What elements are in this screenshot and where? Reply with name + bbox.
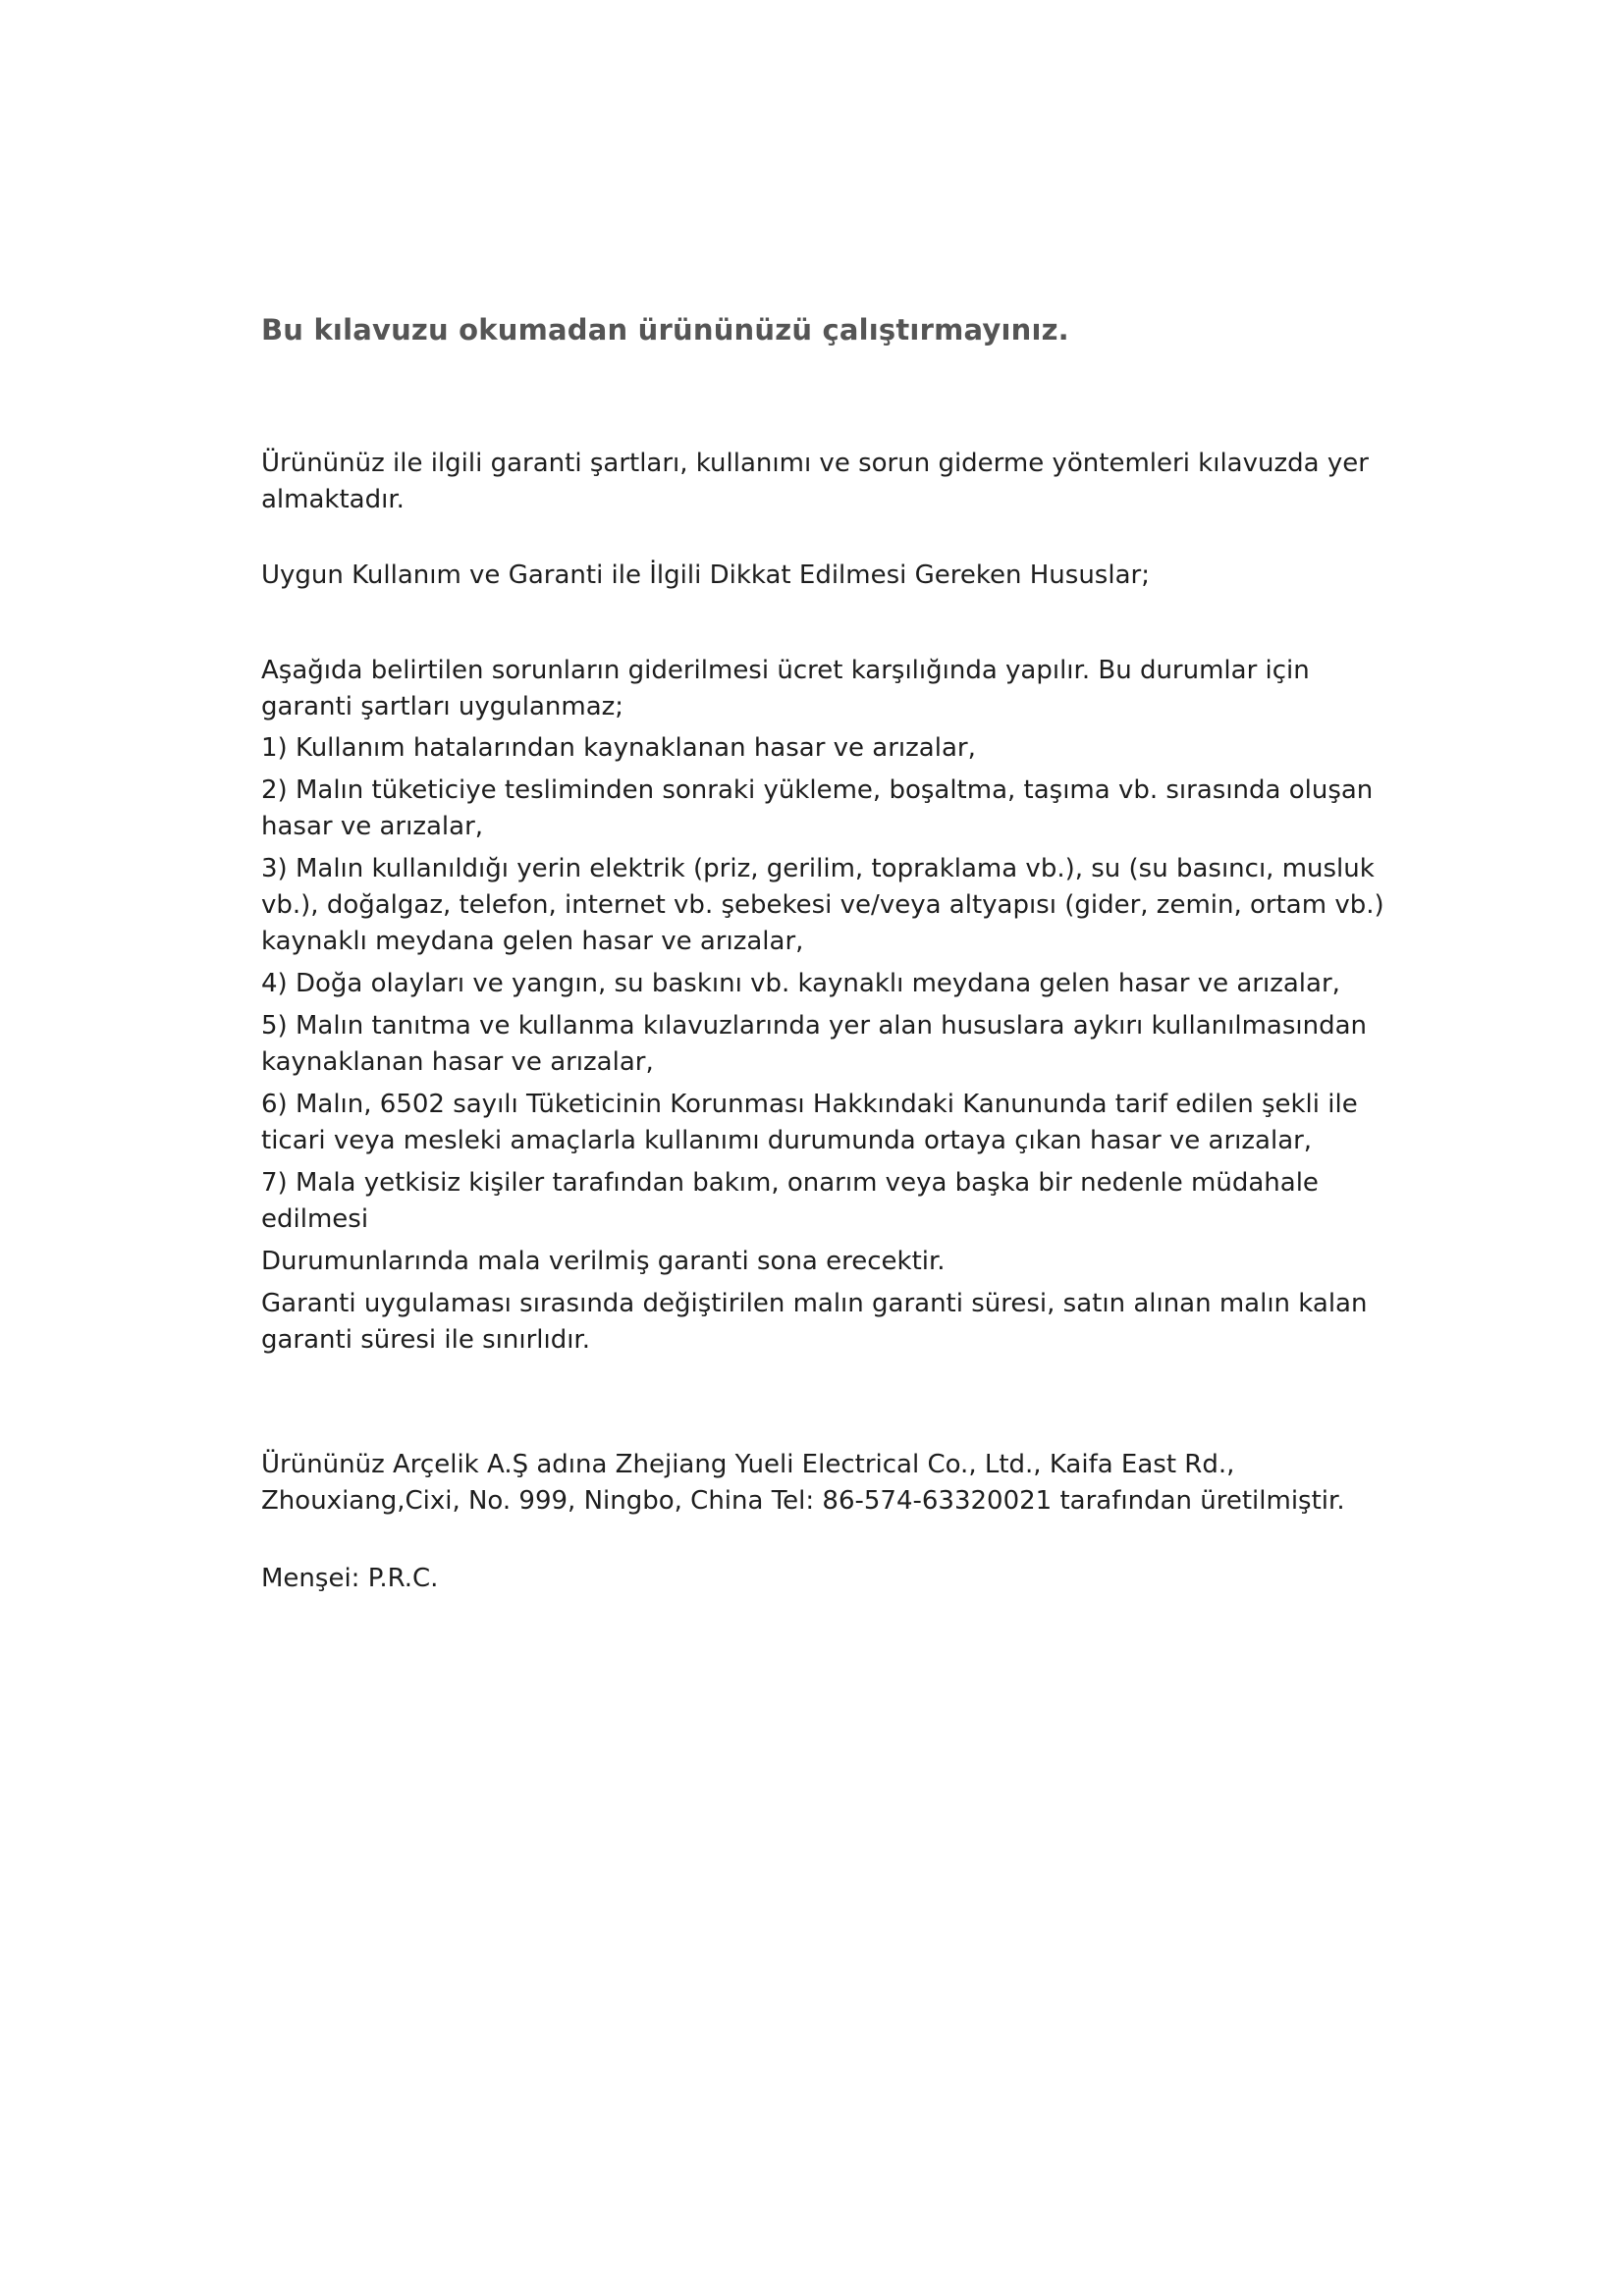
lead-paragraph: Aşağıda belirtilen sorunların giderilmesi ücret karşılığında yapılır. Bu durumlar için garanti şartları uygulanmaz; (261, 656, 1310, 721)
list-item: 3) Malın kullanıldığı yerin elektrik (priz, gerilim, topraklama vb.), su (su basıncı, musluk vb.), doğalgaz, telefon, internet vb. şebekesi ve/veya altyapısı (gider, zemin, ortam vb.) kaynaklı meydana gelen hasar ve arızalar, (261, 854, 1384, 956)
page-title: Bu kılavuzu okumadan ürününüzü çalıştırmayınız. (261, 313, 1069, 347)
list-item: 7) Mala yetkisiz kişiler tarafından bakım, onarım veya başka bir nedenle müdahale edilmesi (261, 1168, 1319, 1234)
origin-label: Menşei: P.R.C. (261, 1564, 439, 1593)
document-page (261, 310, 1400, 1597)
warranty-period-note: Garanti uygulaması sırasında değiştirilen malın garanti süresi, satın alınan malın kalan garanti süresi ile sınırlıdır. (261, 1289, 1368, 1355)
closing-statement: Durumunlarında mala verilmiş garanti sona erecektir. (261, 1247, 946, 1276)
list-item: 2) Malın tüketiciye tesliminden sonraki yükleme, boşaltma, taşıma vb. sırasında oluşan hasar ve arızalar, (261, 775, 1374, 841)
intro-paragraph: Ürününüz ile ilgili garanti şartları, kullanımı ve sorun giderme yöntemleri kılavuzda yer almaktadır. (261, 449, 1369, 514)
list-item: 6) Malın, 6502 sayılı Tüketicinin Korunması Hakkındaki Kanununda tarif edilen şekli ile ticari veya mesleki amaçlarla kullanımı durumunda ortaya çıkan hasar ve arızalar, (261, 1090, 1358, 1155)
section-subheading: Uygun Kullanım ve Garanti ile İlgili Dikkat Edilmesi Gereken Hususlar; (261, 561, 1150, 590)
list-item: 5) Malın tanıtma ve kullanma kılavuzlarında yer alan hususlara aykırı kullanılmasından kaynaklanan hasar ve arızalar, (261, 1011, 1367, 1077)
warranty-exclusion-list (261, 730, 1400, 1238)
list-item: 1) Kullanım hatalarından kaynaklanan hasar ve arızalar, (261, 733, 976, 763)
manufacturer-info: Ürününüz Arçelik A.Ş adına Zhejiang Yueli Electrical Co., Ltd., Kaifa East Rd., Zhouxiang,Cixi, No. 999, Ningbo, China Tel: 86-574-63320021 tarafından üretilmiştir. (261, 1450, 1345, 1516)
list-item: 4) Doğa olayları ve yangın, su baskını vb. kaynaklı meydana gelen hasar ve arızalar, (261, 969, 1340, 998)
